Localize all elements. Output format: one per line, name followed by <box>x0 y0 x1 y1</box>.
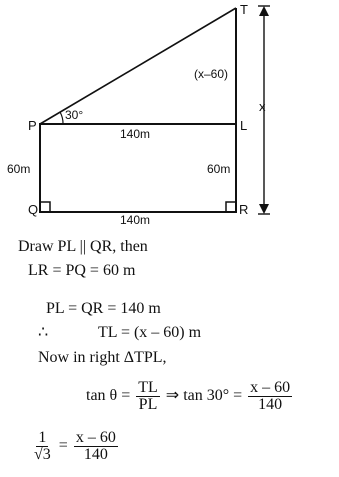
therefore-symbol: ∴ <box>38 324 49 341</box>
angle-label: 30° <box>65 108 84 122</box>
solution-line-1: Draw PL || QR, then <box>18 238 148 255</box>
point-t-label: T <box>240 2 248 17</box>
fraction-root3: √3 <box>34 446 51 463</box>
pq-length-label: 60m <box>7 162 31 176</box>
pl-length-label: 140m <box>120 127 151 141</box>
fraction-x60-final: x – 60 <box>75 429 116 446</box>
lr-length-label: 60m <box>207 162 231 176</box>
arrow-head-top <box>259 6 269 16</box>
fraction-x60-140-final <box>74 430 118 463</box>
height-x-label: x <box>259 99 266 114</box>
qr-length-label: 140m <box>120 213 151 227</box>
fraction-x60: x – 60 <box>250 379 291 396</box>
equals-symbol: = <box>58 437 68 455</box>
solution-line-2: LR = PQ = 60 m <box>28 262 136 279</box>
fraction-x60-140 <box>248 380 292 413</box>
solution-line-3: PL = QR = 140 m <box>46 300 161 317</box>
line-pt <box>40 8 236 124</box>
tan-equation <box>86 380 294 413</box>
fraction-pl: PL <box>138 396 158 413</box>
angle-arc <box>60 112 63 124</box>
fraction-tl: TL <box>138 379 158 396</box>
point-r-label: R <box>239 202 249 217</box>
tan-theta-text: tan θ = <box>86 387 131 405</box>
right-angle-q <box>40 202 50 212</box>
fraction-one: 1 <box>38 429 47 446</box>
fraction-140: 140 <box>258 396 283 413</box>
implies-symbol: ⇒ <box>165 387 180 405</box>
arrow-head-bottom <box>259 204 269 214</box>
point-q-label: Q <box>28 202 39 217</box>
fraction-1-root3 <box>32 430 53 463</box>
fraction-tl-pl <box>136 380 160 413</box>
solution-line-4: TL = (x – 60) m <box>98 324 202 341</box>
solution-line-5: Now in right ΔTPL, <box>38 349 167 366</box>
final-equation <box>30 430 120 463</box>
right-angle-r <box>226 202 236 212</box>
fraction-140-final: 140 <box>83 446 108 463</box>
tl-length-label: (x–60) <box>194 67 229 81</box>
tan-30-text: tan 30° = <box>183 387 243 405</box>
point-p-label: P <box>28 118 37 133</box>
point-l-label: L <box>240 118 248 133</box>
